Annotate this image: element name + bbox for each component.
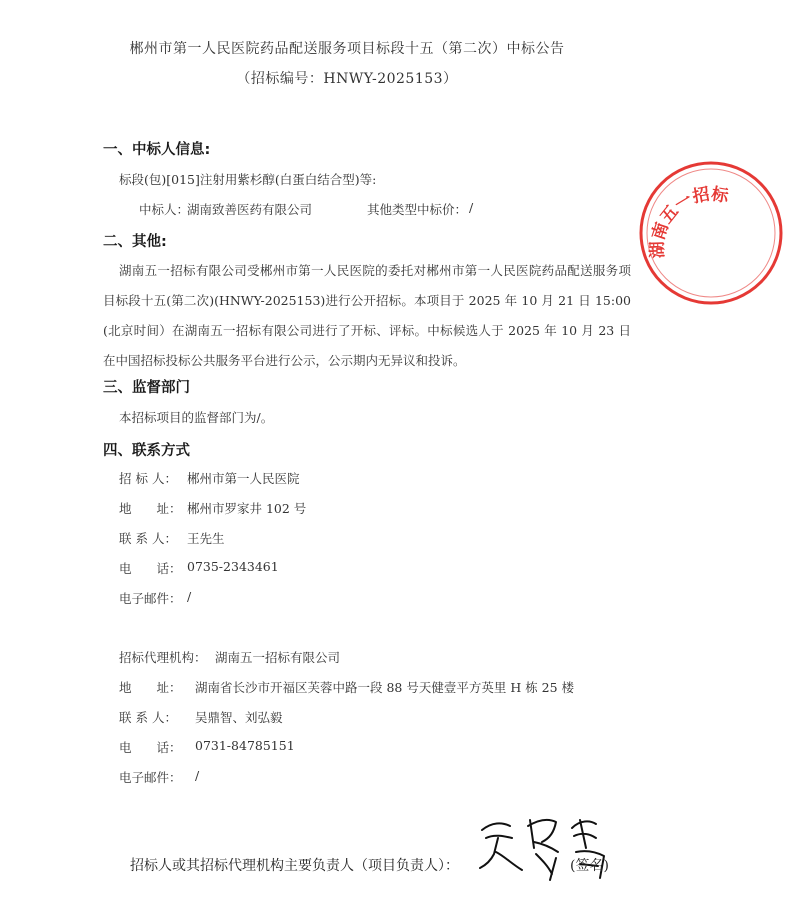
tenderer-name-label: 招 标 人：	[119, 471, 177, 486]
tenderer-contact: 王先生	[187, 531, 225, 546]
tenderer-phone: 0735-2343461	[187, 559, 279, 574]
signature	[472, 808, 622, 888]
package-info: 标段(包)[015]注射用紫杉醇(白蛋白结合型)等:	[119, 172, 377, 187]
section-heading-supervision: 三、监督部门	[103, 380, 190, 396]
section-heading-winner: 一、中标人信息:	[103, 142, 211, 158]
agency-email-label: 电子邮件：	[119, 770, 182, 785]
agency-contact: 吴鼎智、刘弘毅	[195, 710, 283, 725]
tenderer-address: 郴州市罗家井 102 号	[187, 501, 307, 516]
price-label: 其他类型中标价：	[367, 202, 468, 217]
seal-text: 湖南五一招标	[647, 184, 730, 259]
agency-contact-label: 联 系 人：	[119, 710, 177, 725]
tenderer-email: /	[187, 589, 192, 604]
section-heading-other: 二、其他:	[103, 234, 167, 250]
section-heading-contact: 四、联系方式	[103, 443, 190, 459]
company-seal	[636, 158, 786, 308]
tenderer-phone-label: 电 话：	[119, 561, 182, 576]
agency-name: 湖南五一招标有限公司	[215, 650, 341, 665]
price-value: /	[469, 200, 474, 215]
tenderer-contact-label: 联 系 人：	[119, 531, 177, 546]
agency-email: /	[195, 768, 200, 783]
signatory-line: 招标人或其招标代理机构主要负责人（项目负责人）：	[130, 858, 459, 874]
announcement-title: 郴州市第一人民医院药品配送服务项目标段十五（第二次）中标公告	[129, 41, 565, 57]
agency-address: 湖南省长沙市开福区芙蓉中路一段 88 号天健壹平方英里 H 栋 25 楼	[195, 680, 575, 695]
winner-name: 湖南致善医药有限公司	[187, 202, 313, 217]
supervision-text: 本招标项目的监督部门为/。	[119, 410, 274, 425]
agency-phone: 0731-84785151	[195, 738, 295, 753]
agency-name-label: 招标代理机构：	[119, 650, 207, 665]
tenderer-address-label: 地 址：	[119, 501, 182, 516]
signature-suffix: (签名)	[570, 858, 609, 874]
agency-address-label: 地 址：	[119, 680, 182, 695]
agency-phone-label: 电 话：	[119, 740, 182, 755]
other-paragraph: 湖南五一招标有限公司受郴州市第一人民医院的委托对郴州市第一人民医院药品配送服务项目标段十五(第二次)(HNWY-2025153)进行公开招标。本项目于 2025 年 10 月 21 日 15:00 (北京时间）在湖南五一招标有限公司进行了开标、评标。中标候选人于 2025 年 10 月 23 日在中国招标投标公共服务平台进行公示，公示期内无异议和投诉。	[103, 263, 631, 368]
winner-label: 中标人：	[139, 202, 190, 217]
tenderer-email-label: 电子邮件：	[119, 591, 182, 606]
tenderer-name: 郴州市第一人民医院	[187, 471, 300, 486]
tender-code: （招标编号：HNWY-2025153）	[236, 71, 458, 87]
